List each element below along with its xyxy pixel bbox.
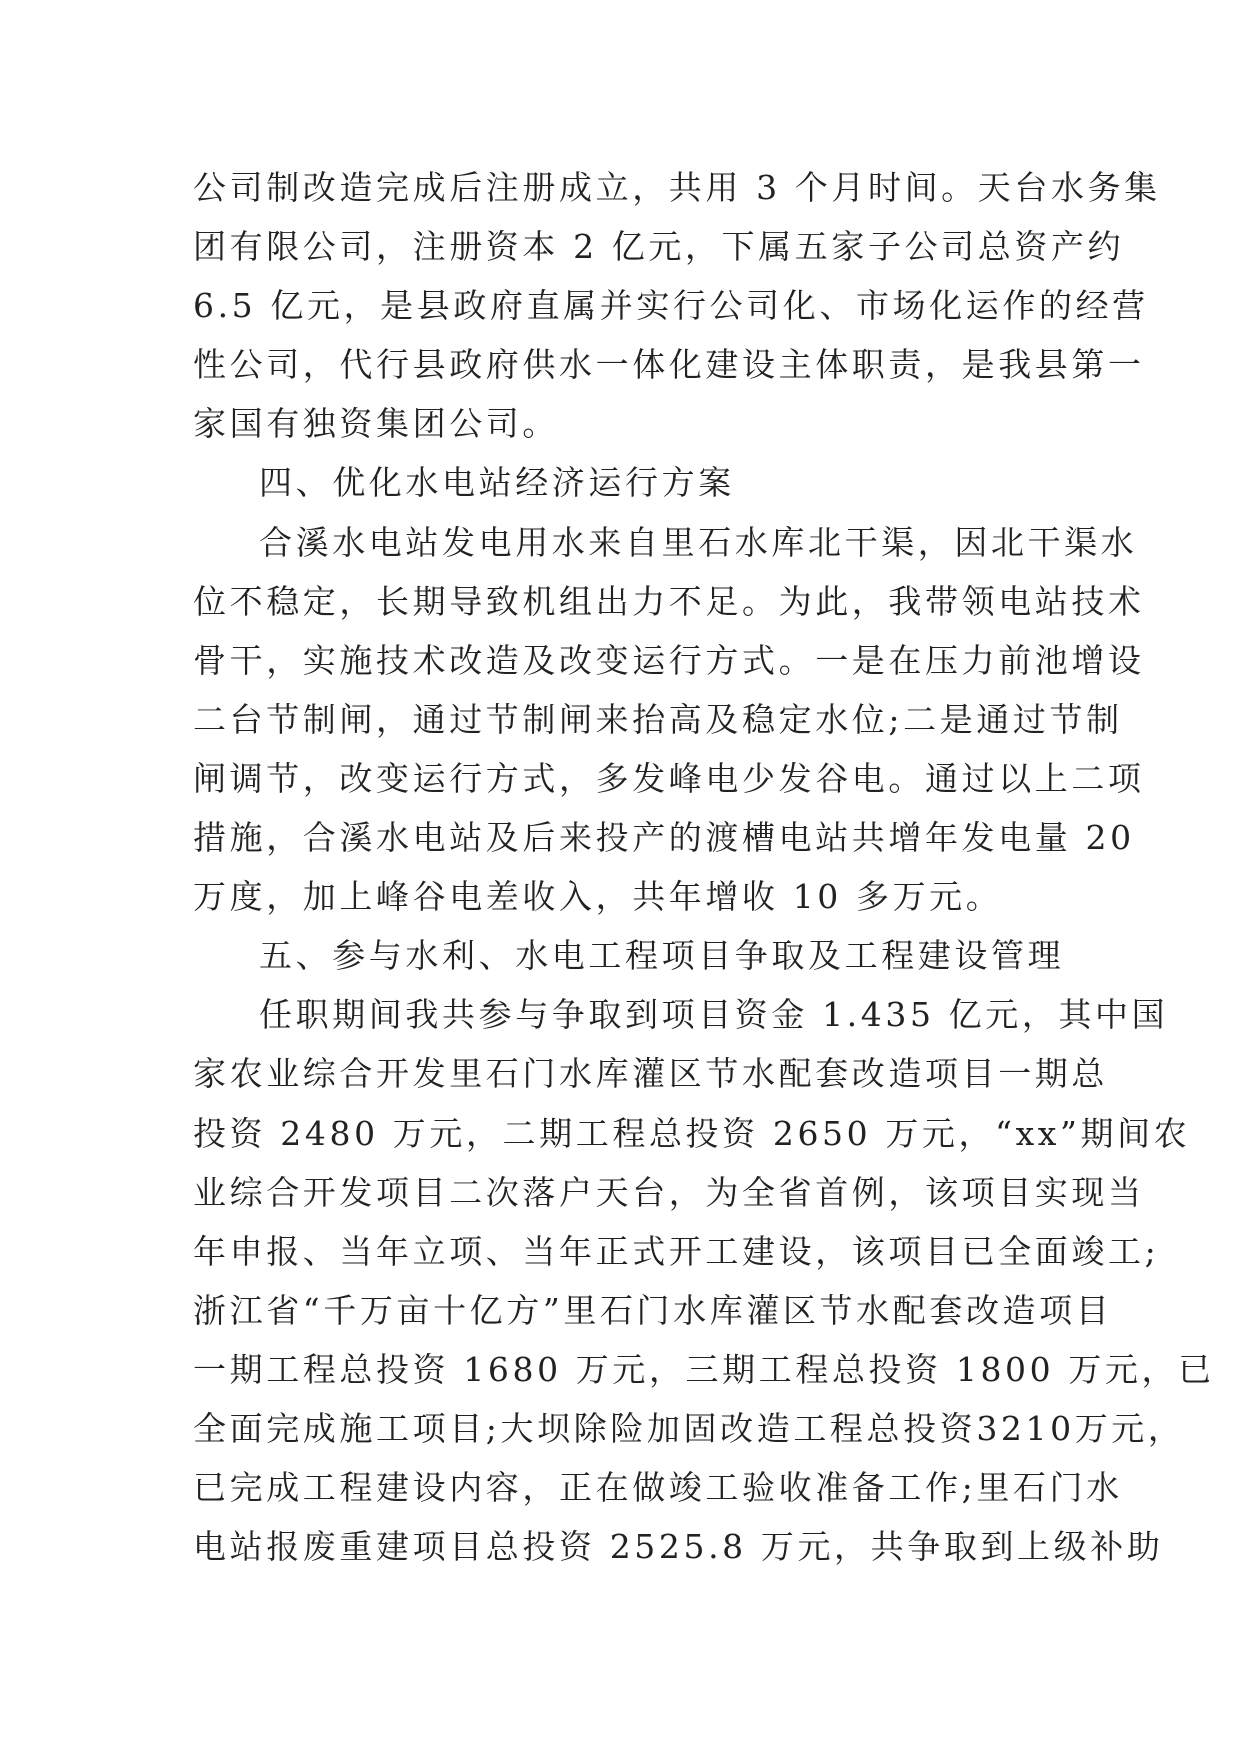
text-line: 骨干，实施技术改造及改变运行方式。一是在压力前池增设 [193,640,1145,680]
text-line: 6.5 亿元，是县政府直属并实行公司化、市场化运作的经营 [193,286,1149,326]
text-line: 闸调节，改变运行方式，多发峰电少发谷电。通过以上二项 [193,758,1145,798]
text-line: 电站报废重建项目总投资 2525.8 万元，共争取到上级补助 [193,1527,1164,1567]
text-line: 公司制改造完成后注册成立，共用 3 个月时间。天台水务集 [193,168,1161,207]
text-line: 家国有独资集团公司。 [193,404,559,444]
text-line: 合溪水电站发电用水来自里石水库北干渠，因北干渠水 [259,522,1138,562]
text-line: 年申报、当年立项、当年正式开工建设，该项目已全面竣工; [193,1231,1160,1271]
text-line: 已完成工程建设内容，正在做竣工验收准备工作;里石门水 [193,1468,1123,1508]
text-line: 二台节制闸，通过节制闸来抬高及稳定水位;二是通过节制 [193,699,1123,739]
section-heading: 五、参与水利、水电工程项目争取及工程建设管理 [259,936,1065,976]
text-line: 位不稳定，长期导致机组出力不足。为此，我带领电站技术 [193,581,1145,621]
text-line: 团有限公司，注册资本 2 亿元，下属五家子公司总资产约 [193,227,1125,267]
section-heading: 四、优化水电站经济运行方案 [259,463,735,503]
text-line: 任职期间我共参与争取到项目资金 1.435 亿元，其中国 [259,995,1169,1035]
text-line: 措施，合溪水电站及后来投产的渡槽电站共增年发电量 20 [193,818,1135,858]
text-line: 家农业综合开发里石门水库灌区节水配套改造项目一期总 [193,1054,1108,1094]
text-line: 全面完成施工项目;大坝除险加固改造工程总投资3210万元， [193,1408,1185,1448]
text-line: 投资 2480 万元，二期工程总投资 2650 万元，“xx”期间农 [193,1113,1191,1153]
text-line: 一期工程总投资 1680 万元，三期工程总投资 1800 万元，已 [193,1349,1215,1389]
body-text [193,158,1215,1576]
text-line: 业综合开发项目二次落户天台，为全省首例，该项目实现当 [193,1172,1145,1212]
text-line: 浙江省“千万亩十亿方”里石门水库灌区节水配套改造项目 [193,1290,1113,1330]
text-line: 万度，加上峰谷电差收入，共年增收 10 多万元。 [193,877,1003,917]
text-line: 性公司，代行县政府供水一体化建设主体职责，是我县第一 [193,345,1145,385]
